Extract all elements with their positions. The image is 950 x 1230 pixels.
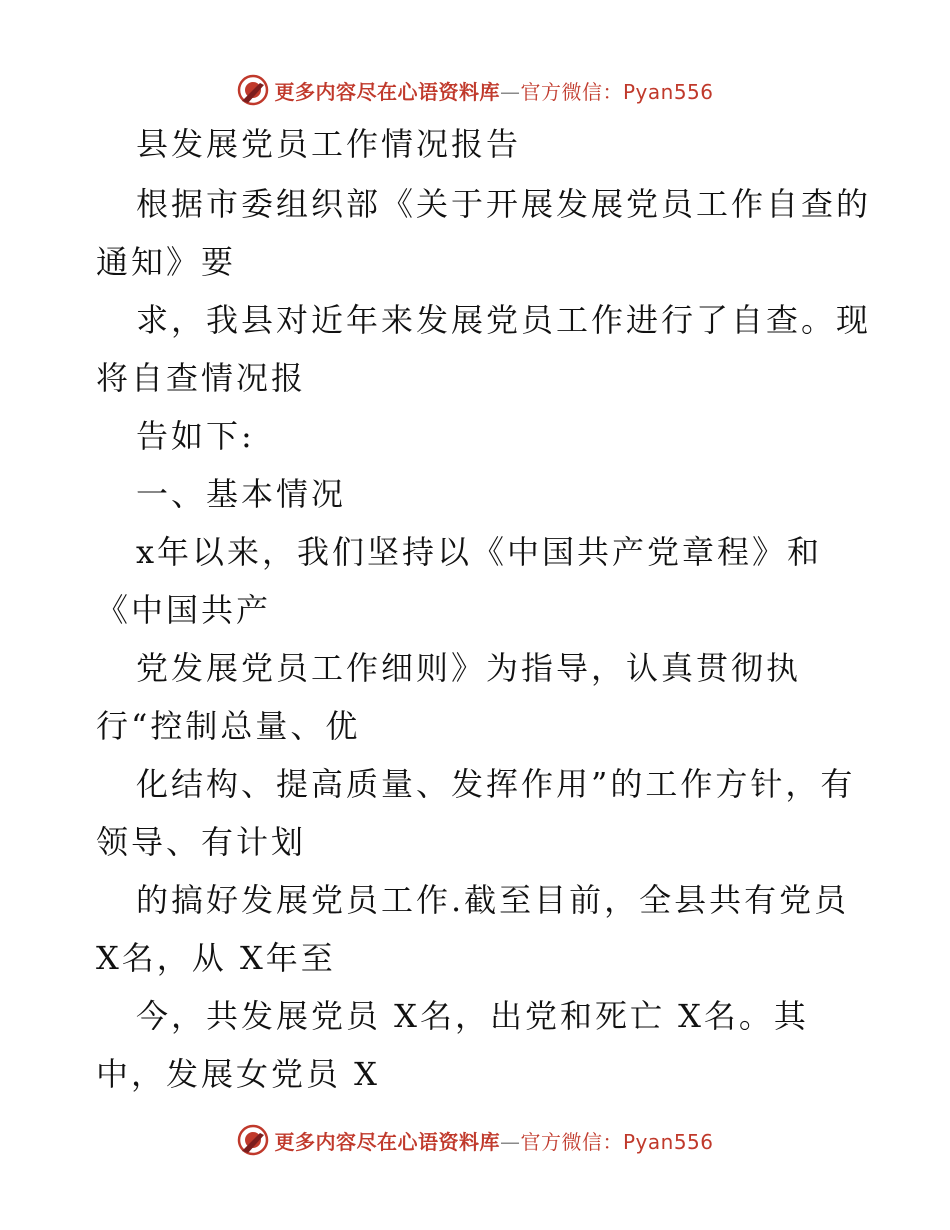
- paragraph-line: 的搞好发展党员工作.截至目前，全县共有党员: [136, 881, 850, 919]
- watermark-dash: —: [499, 1129, 521, 1154]
- section-heading: 一、基本情况: [136, 475, 347, 513]
- paragraph-line: 行“控制总量、优: [96, 707, 361, 745]
- watermark-account: Pyan556: [622, 1129, 714, 1154]
- paragraph-line: 将自查情况报: [96, 359, 307, 397]
- watermark-label: 官方微信：: [520, 1129, 623, 1154]
- watermark-account: Pyan556: [622, 79, 714, 104]
- watermark-label: 官方微信：: [520, 79, 623, 104]
- document-title: 县发展党员工作情况报告: [136, 125, 522, 163]
- watermark-logo-icon: [236, 73, 270, 107]
- watermark-logo-icon: [236, 1123, 270, 1157]
- paragraph-line: x年以来，我们坚持以《中国共产党章程》和: [136, 533, 823, 571]
- watermark-brand: 更多内容尽在心语资料库: [274, 79, 500, 104]
- paragraph-line: 求，我县对近年来发展党员工作进行了自查。现: [136, 301, 872, 339]
- paragraph-line: 今，共发展党员 X名，出党和死亡 X名。其: [136, 997, 809, 1035]
- paragraph-line: 《中国共产: [96, 591, 272, 629]
- paragraph-line: 化结构、提高质量、发挥作用”的工作方针，有: [136, 765, 856, 803]
- watermark-text: [274, 76, 713, 105]
- watermark-banner-bottom: [0, 1120, 950, 1160]
- paragraph-line: 领导、有计划: [96, 823, 307, 861]
- paragraph-line: 根据市委组织部《关于开展发展党员工作自查的: [136, 185, 872, 223]
- watermark-banner-top: [0, 70, 950, 110]
- watermark-dash: —: [499, 79, 521, 104]
- paragraph-line: X名，从 X年至: [96, 939, 336, 977]
- watermark-text: [274, 1126, 713, 1155]
- paragraph-line: 告如下:: [136, 417, 255, 455]
- watermark-brand: 更多内容尽在心语资料库: [274, 1129, 500, 1154]
- paragraph-line: 通知》要: [96, 243, 237, 281]
- paragraph-line: 党发展党员工作细则》为指导，认真贯彻执: [136, 649, 802, 687]
- paragraph-line: 中，发展女党员 X: [96, 1055, 380, 1093]
